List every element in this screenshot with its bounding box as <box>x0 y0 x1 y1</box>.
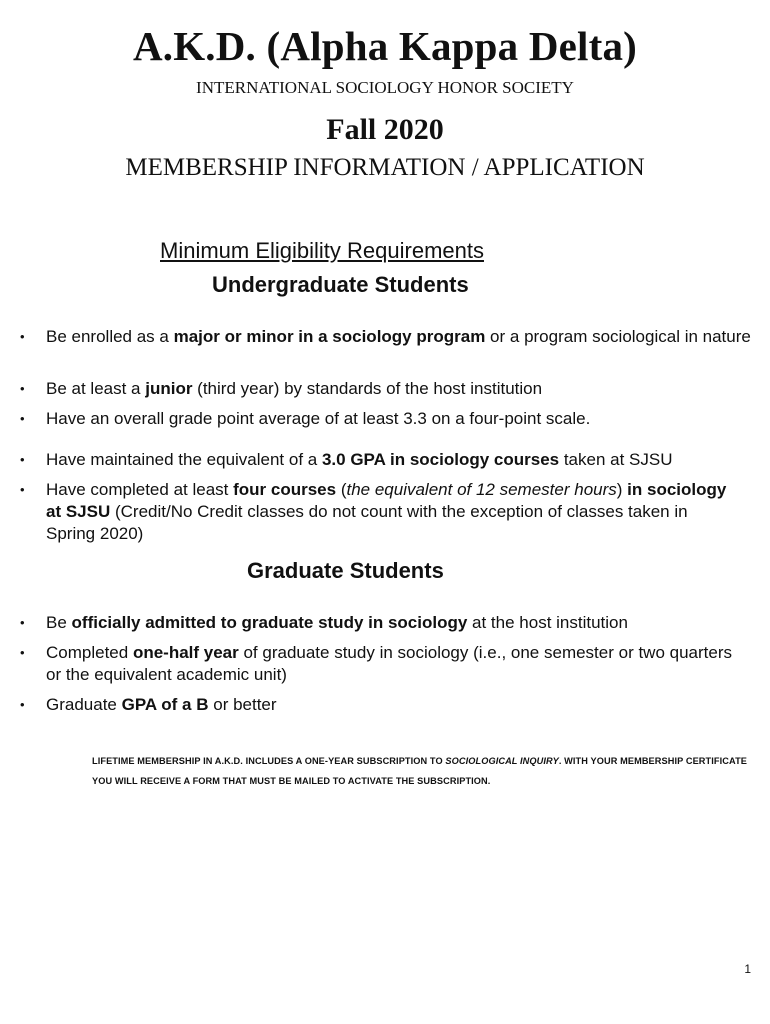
document-title: A.K.D. (Alpha Kappa Delta) <box>132 23 638 69</box>
term-heading: Fall 2020 <box>326 113 444 146</box>
list-item <box>46 479 736 545</box>
list-item <box>46 408 758 430</box>
item-italic: the equivalent of 12 semester hours <box>346 480 617 499</box>
item-emphasis: one-half year <box>132 643 239 662</box>
bullet-icon: • <box>20 381 25 396</box>
item-text: Completed <box>46 643 133 662</box>
list-item <box>46 326 758 348</box>
undergraduate-heading: Undergraduate Students <box>212 272 469 297</box>
item-text: ( <box>336 480 347 499</box>
list-item <box>46 378 758 400</box>
bullet-icon: • <box>20 411 25 426</box>
item-text: Have an overall grade point average of at least 3.3 on a four-point scale. <box>46 409 591 428</box>
society-subtitle: INTERNATIONAL SOCIOLOGY HONOR SOCIETY <box>196 78 574 97</box>
bullet-icon: • <box>20 452 25 467</box>
item-text: or a program sociological in nature <box>485 327 751 346</box>
bullet-icon: • <box>20 615 25 630</box>
item-emphasis: four courses <box>233 480 337 499</box>
list-item <box>46 449 758 471</box>
item-text: Have maintained the equivalent of a <box>46 450 322 469</box>
item-text: Be at least a <box>46 379 146 398</box>
item-text: at the host institution <box>467 613 628 632</box>
item-emphasis: junior <box>145 379 193 398</box>
item-text: ) <box>616 480 628 499</box>
item-emphasis: in sociology at SJSU <box>46 480 727 521</box>
item-emphasis: officially admitted to graduate study in sociology <box>71 613 468 632</box>
eligibility-requirements-heading: Minimum Eligibility Requirements <box>160 238 484 263</box>
item-emphasis: major or minor in a sociology program <box>173 327 486 346</box>
item-text: (Credit/No Credit classes do not count with the exception of classes taken in Spring 2020) <box>46 502 688 543</box>
application-title: MEMBERSHIP INFORMATION / APPLICATION <box>125 154 645 181</box>
list-item <box>46 642 746 686</box>
journal-title: SOCIOLOGICAL INQUIRY <box>445 756 559 766</box>
item-text: or better <box>208 695 277 714</box>
subscription-notice <box>92 751 752 791</box>
notice-text: LIFETIME MEMBERSHIP IN A.K.D. INCLUDES A ONE-YEAR SUBSCRIPTION TO <box>92 756 446 766</box>
item-emphasis: GPA of a B <box>121 695 209 714</box>
bullet-icon: • <box>20 482 25 497</box>
item-text: taken at SJSU <box>559 450 673 469</box>
bullet-icon: • <box>20 329 25 344</box>
bullet-icon: • <box>20 645 25 660</box>
list-item <box>46 612 758 634</box>
notice-text: . WITH YOUR MEMBERSHIP CERTIFICATE YOU WILL RECEIVE A FORM THAT MUST BE MAILED TO ACTIVATE THE SUBSCRIPTION. <box>92 756 748 786</box>
item-text: Be <box>46 613 72 632</box>
bullet-icon: • <box>20 697 25 712</box>
item-text: (third year) by standards of the host institution <box>192 379 543 398</box>
item-text: Be enrolled as a <box>46 327 174 346</box>
item-text: Have completed at least <box>46 480 234 499</box>
item-text: of graduate study in sociology (i.e., one semester or two quarters or the equivalent academic unit) <box>46 643 732 684</box>
graduate-heading: Graduate Students <box>247 558 444 583</box>
page-number: 1 <box>744 962 751 976</box>
item-emphasis: 3.0 GPA in sociology courses <box>321 450 560 469</box>
item-text: Graduate <box>46 695 122 714</box>
list-item <box>46 694 758 716</box>
